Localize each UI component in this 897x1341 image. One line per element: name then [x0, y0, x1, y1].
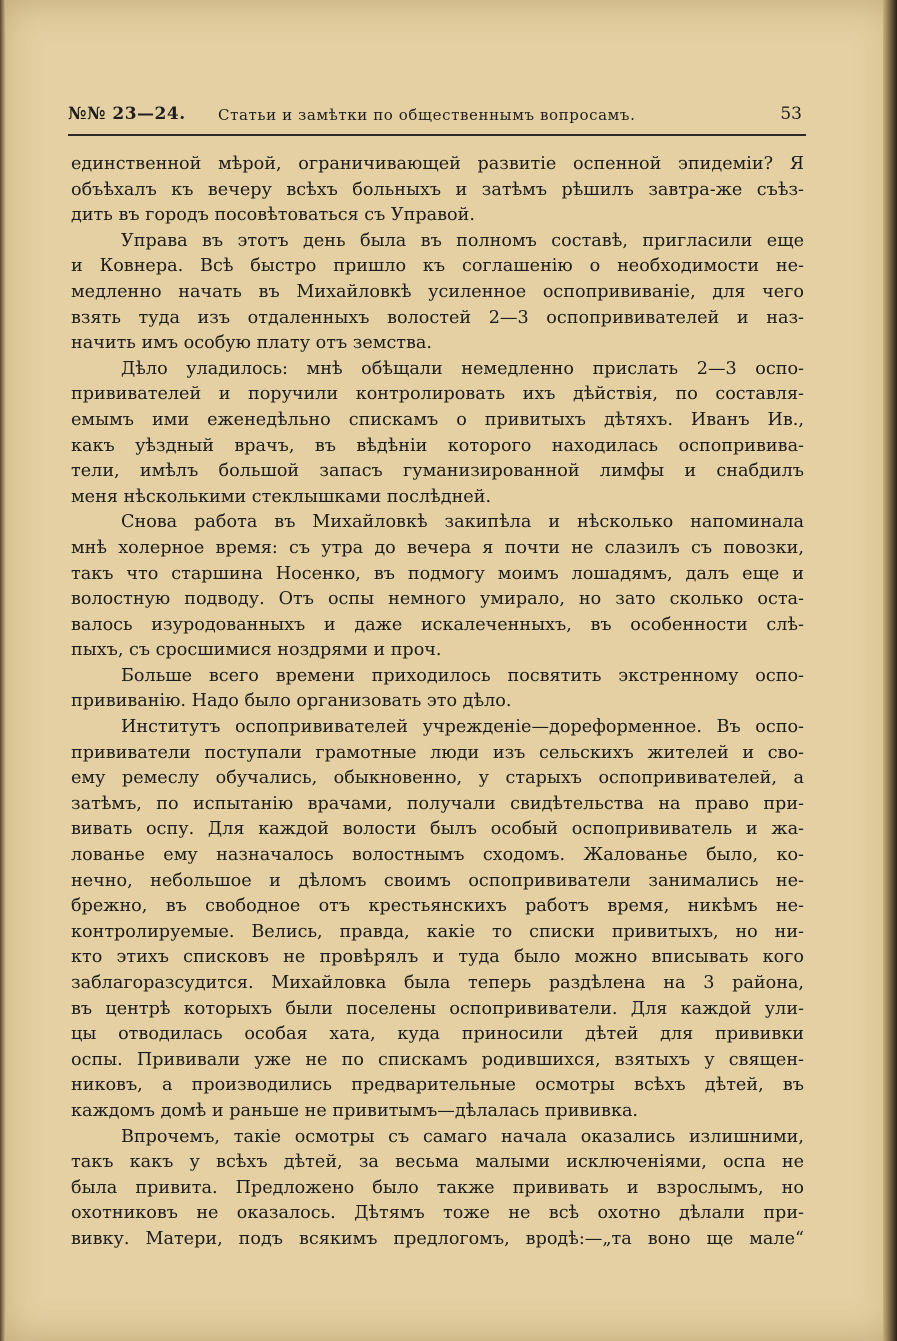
text-line: вивку. Матери, подъ всякимъ предлогомъ, вродѣ:—„та воно ще мале“ [71, 1228, 804, 1249]
text-line: оспы. Прививали уже не по спискамъ родившихся, взятыхъ у священ- [71, 1049, 804, 1070]
text-line: прививателей и поручили контролировать ихъ дѣйствія, по составля- [71, 384, 804, 405]
text-line: цы отводилась особая хата, куда приносили дѣтей для прививки [71, 1024, 804, 1045]
text-line: и Ковнера. Всѣ быстро пришло къ соглашенію о необходимости не- [71, 256, 804, 277]
text-line: лованье ему назначалось волостнымъ сходомъ. Жалованье было, ко- [71, 845, 804, 866]
text-line: Управа въ этотъ день была въ полномъ составѣ, пригласили еще [121, 230, 804, 251]
body-text [71, 152, 804, 1253]
text-line: медленно начать въ Михайловкѣ усиленное оспопрививаніе, для чего [71, 281, 804, 302]
text-line: объѣхалъ къ вечеру всѣхъ больныхъ и затѣмъ рѣшилъ завтра-же съѣз- [71, 179, 804, 200]
text-line: Дѣло уладилось: мнѣ обѣщали немедленно прислать 2—3 оспо- [121, 358, 804, 379]
page-right-edge [883, 0, 897, 1341]
text-line: каждомъ домѣ и раньше не привитымъ—дѣлалась прививка. [71, 1100, 639, 1121]
text-line: дить въ городъ посовѣтоваться съ Управой. [71, 205, 475, 226]
text-line: прививанію. Надо было организовать это дѣло. [71, 691, 512, 712]
text-line: Больше всего времени приходилось посвятить экстренному оспо- [121, 665, 804, 686]
text-line: контролируемые. Велись, правда, какіе то списки привитыхъ, но ни- [71, 921, 804, 942]
text-line: мнѣ холерное время: съ утра до вечера я почти не слазилъ съ повозки, [71, 537, 804, 558]
text-line: ему ремеслу обучались, обыкновенно, у старыхъ оспопрививателей, а [71, 768, 804, 789]
text-line: охотниковъ не оказалось. Дѣтямъ тоже не всѣ охотно дѣлали при- [71, 1203, 804, 1224]
issue-number: №№ 23—24. [68, 104, 186, 124]
text-line: заблагоразсудится. Михайловка была теперь раздѣлена на 3 района, [71, 973, 804, 993]
text-line: тели, имѣлъ большой запасъ гуманизированной лимфы и снабдилъ [71, 461, 804, 482]
text-line: нечно, небольшое и дѣломъ своимъ оспопрививатели занимались не- [71, 870, 804, 891]
text-line: волостную подводу. Отъ оспы немного умирало, но зато сколько оста- [71, 589, 804, 610]
text-line: въ центрѣ которыхъ были поселены оспопрививатели. Для каждой ули- [71, 998, 804, 1019]
text-line: кто этихъ списковъ не провѣрялъ и туда было можно вписывать кого [71, 947, 804, 968]
running-header [68, 100, 806, 136]
text-line: была привита. Предложено было также прививать и взрослымъ, но [71, 1177, 804, 1198]
text-line: затѣмъ, по испытанію врачами, получали свидѣтельства на право при- [71, 793, 804, 814]
text-line: Институтъ оспопрививателей учрежденіе—дореформенное. Въ оспо- [121, 717, 804, 738]
text-line: такъ что старшина Носенко, въ подмогу моимъ лошадямъ, далъ еще и [71, 563, 804, 584]
text-line: Снова работа въ Михайловкѣ закипѣла и нѣсколько напоминала [121, 512, 804, 533]
page-left-edge [0, 0, 6, 1341]
text-line: взять туда изъ отдаленныхъ волостей 2—3 оспопрививателей и наз- [71, 307, 804, 328]
text-line: валось изуродованныхъ и даже искалеченныхъ, въ особенности слѣ- [71, 614, 804, 635]
text-line: Впрочемъ, такіе осмотры съ самаго начала оказались излишними, [121, 1126, 804, 1147]
text-line: начить имъ особую плату отъ земства. [71, 333, 433, 354]
text-line: какъ уѣздный врачъ, въ вѣдѣніи которого находилась оспопривива- [71, 435, 804, 456]
page-number: 53 [780, 104, 802, 124]
section-title: Статьи и замѣтки по общественнымъ вопросамъ. [218, 106, 636, 124]
text-line: такъ какъ у всѣхъ дѣтей, за весьма малыми исключеніями, оспа не [71, 1152, 804, 1173]
text-line: никовъ, а производились предварительные осмотры всѣхъ дѣтей, въ [71, 1075, 804, 1096]
text-line: меня нѣсколькими стеклышками послѣдней. [71, 486, 492, 507]
text-line: брежно, въ свободное отъ крестьянскихъ работъ время, никѣмъ не- [71, 896, 804, 917]
text-line: единственной мѣрой, ограничивающей развитіе оспенной эпидеміи? Я [71, 154, 804, 174]
text-line: прививатели поступали грамотные люди изъ сельскихъ жителей и сво- [71, 742, 804, 763]
text-line: емымъ ими еженедѣльно спискамъ о привитыхъ дѣтяхъ. Иванъ Ив., [71, 409, 804, 430]
text-line: пыхъ, съ сросшимися ноздрями и проч. [71, 640, 442, 661]
text-line: вивать оспу. Для каждой волости былъ особый оспопрививатель и жа- [71, 819, 804, 840]
